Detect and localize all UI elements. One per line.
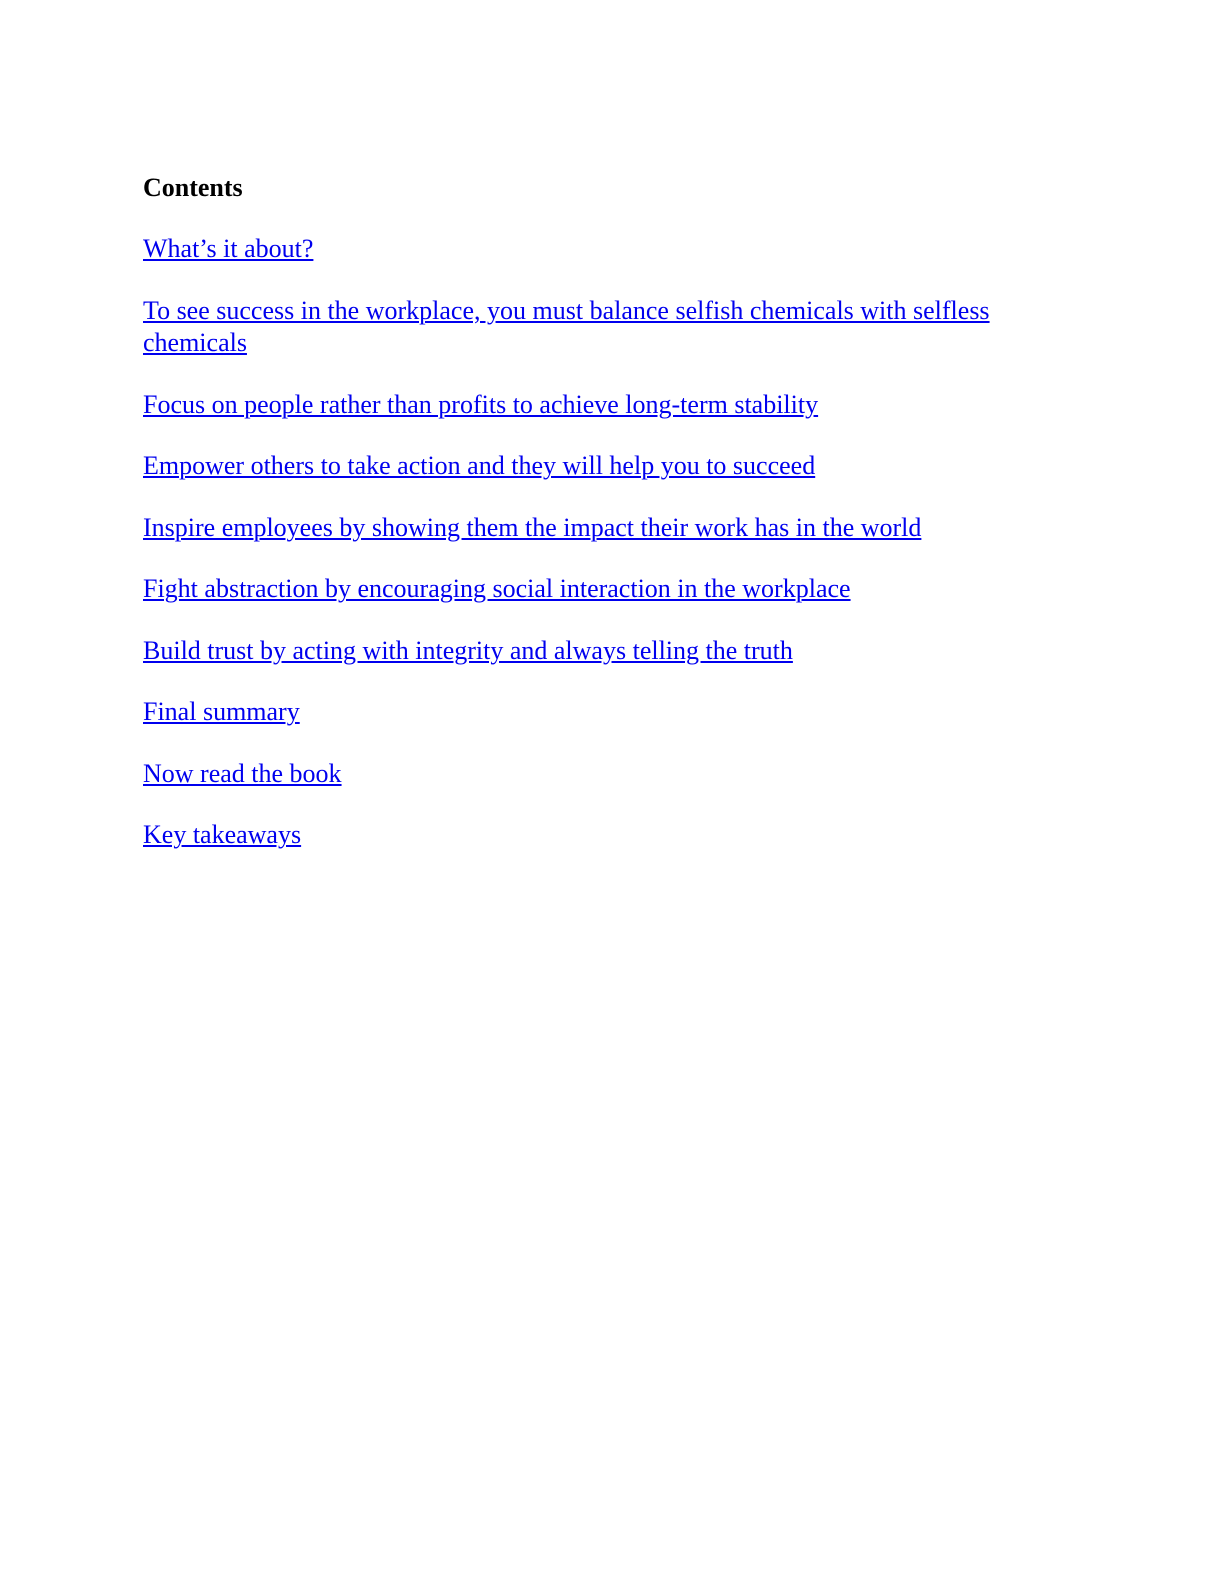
toc-link-balance-chemicals[interactable]: To see success in the workplace, you must balance selfish chemicals with selfless chemicals <box>143 295 990 357</box>
toc-item-inspire-employees <box>143 512 1043 545</box>
contents-heading: Contents <box>143 173 243 202</box>
toc-item-now-read-the-book <box>143 758 1043 791</box>
toc-link-empower-others[interactable]: Empower others to take action and they will help you to succeed <box>143 451 816 480</box>
toc-item-whats-it-about <box>143 233 1043 266</box>
toc-list <box>143 233 1043 852</box>
toc-link-inspire-employees[interactable]: Inspire employees by showing them the impact their work has in the world <box>143 512 922 542</box>
toc-item-focus-on-people <box>143 389 1043 422</box>
toc-item-fight-abstraction <box>143 573 1043 606</box>
toc-link-focus-on-people[interactable]: Focus on people rather than profits to achieve long-term stability <box>143 389 819 419</box>
toc-item-balance-chemicals <box>143 295 1043 360</box>
table-of-contents <box>143 172 1043 881</box>
toc-link-key-takeaways[interactable]: Key takeaways <box>143 820 302 849</box>
toc-item-empower-others <box>143 450 1043 483</box>
toc-item-key-takeaways <box>143 819 1043 852</box>
toc-item-final-summary <box>143 696 1043 729</box>
toc-link-final-summary[interactable]: Final summary <box>143 697 300 726</box>
toc-link-now-read-the-book[interactable]: Now read the book <box>143 758 342 788</box>
toc-link-whats-it-about[interactable]: What’s it about? <box>143 234 314 263</box>
toc-link-build-trust[interactable]: Build trust by acting with integrity and always telling the truth <box>143 635 793 665</box>
toc-link-fight-abstraction[interactable]: Fight abstraction by encouraging social interaction in the workplace <box>143 574 851 603</box>
toc-item-build-trust <box>143 635 1043 668</box>
